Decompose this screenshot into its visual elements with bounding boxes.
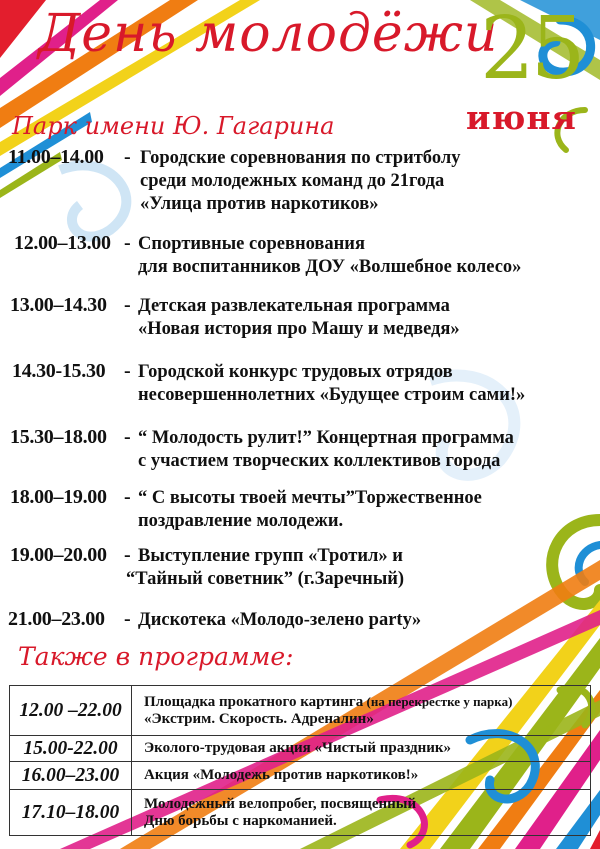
schedule-dash: - bbox=[124, 486, 131, 508]
poster-title: День молодёжи bbox=[38, 4, 499, 64]
schedule-dash: - bbox=[124, 608, 131, 630]
schedule-text: “ С высоты твоей мечты”Торжественное bbox=[138, 488, 482, 508]
schedule-dash: - bbox=[124, 294, 131, 316]
schedule-text: “Тайный советник” (г.Заречный) bbox=[126, 569, 405, 589]
schedule-text: Городской конкурс трудовых отрядов bbox=[138, 362, 453, 382]
schedule-dash: - bbox=[124, 544, 131, 566]
table-time-cell: 17.10–18.00 bbox=[10, 790, 132, 836]
schedule-text: Городские соревнования по стритболу bbox=[140, 148, 461, 168]
table-time-cell: 16.00–23.00 bbox=[10, 762, 132, 790]
schedule-text: поздравление молодежи. bbox=[138, 511, 344, 531]
schedule-time: 14.30-15.30 bbox=[12, 360, 106, 382]
schedule-text: для воспитанников ДОУ «Волшебное колесо» bbox=[138, 257, 522, 277]
schedule-text: среди молодежных команд до 21года bbox=[140, 171, 445, 191]
table-time-cell: 15.00-22.00 bbox=[10, 736, 132, 762]
date-day: 25 bbox=[480, 0, 582, 99]
schedule-time: 13.00–14.30 bbox=[10, 294, 107, 316]
table-desc-line: Дню борьбы с наркоманией. bbox=[144, 812, 337, 829]
schedule-text: “ Молодость рулит!” Концертная программа bbox=[138, 428, 514, 448]
table-row bbox=[10, 736, 591, 762]
schedule-text: с участием творческих коллективов города bbox=[138, 451, 501, 471]
table-time-cell: 12.00 –22.00 bbox=[10, 686, 132, 736]
table-desc-note: (на перекрестке у парка) bbox=[363, 694, 513, 709]
schedule-dash: - bbox=[124, 232, 131, 254]
schedule-text: «Улица против наркотиков» bbox=[140, 194, 379, 214]
schedule-time: 12.00–13.00 bbox=[14, 232, 111, 254]
schedule-dash: - bbox=[124, 360, 131, 382]
schedule-text: Спортивные соревнования bbox=[138, 234, 365, 254]
table-desc-line: Молодежный велопробег, посвященный bbox=[144, 795, 417, 812]
schedule-text: несовершеннолетних «Будущее строим сами!» bbox=[138, 385, 526, 405]
additional-events-table bbox=[9, 685, 591, 836]
also-in-program-heading: Также в программе: bbox=[18, 642, 294, 671]
table-desc-cell bbox=[132, 686, 591, 736]
table-desc-cell bbox=[132, 790, 591, 836]
schedule-text: Детская развлекательная программа bbox=[138, 296, 450, 316]
table-desc-cell bbox=[132, 736, 591, 762]
table-desc-line: Эколого-трудовая акция «Чистый праздник» bbox=[144, 740, 452, 756]
table-desc-line: Площадка прокатного картинга bbox=[144, 694, 364, 710]
table-row bbox=[10, 686, 591, 736]
schedule-dash: - bbox=[124, 426, 131, 448]
table-row bbox=[10, 790, 591, 836]
table-row bbox=[10, 762, 591, 790]
date-month: июня bbox=[466, 98, 577, 137]
schedule-dash: - bbox=[124, 146, 131, 168]
table-desc-line: «Экстрим. Скорость. Адреналин» bbox=[144, 711, 374, 727]
schedule-time: 11.00–14.00 bbox=[8, 146, 104, 168]
schedule-time: 19.00–20.00 bbox=[10, 544, 107, 566]
schedule-time: 18.00–19.00 bbox=[10, 486, 107, 508]
venue-subtitle: Парк имени Ю. Гагарина bbox=[12, 112, 335, 140]
schedule-text: «Новая история про Машу и медведя» bbox=[138, 319, 460, 339]
schedule-time: 15.30–18.00 bbox=[10, 426, 107, 448]
schedule-text: Выступление групп «Тротил» и bbox=[138, 546, 403, 566]
schedule-time: 21.00–23.00 bbox=[8, 608, 105, 630]
table-desc-cell bbox=[132, 762, 591, 790]
schedule-text: Дискотека «Молодо-зелено party» bbox=[138, 610, 422, 630]
table-desc-line: Акция «Молодежь против наркотиков!» bbox=[144, 767, 419, 783]
